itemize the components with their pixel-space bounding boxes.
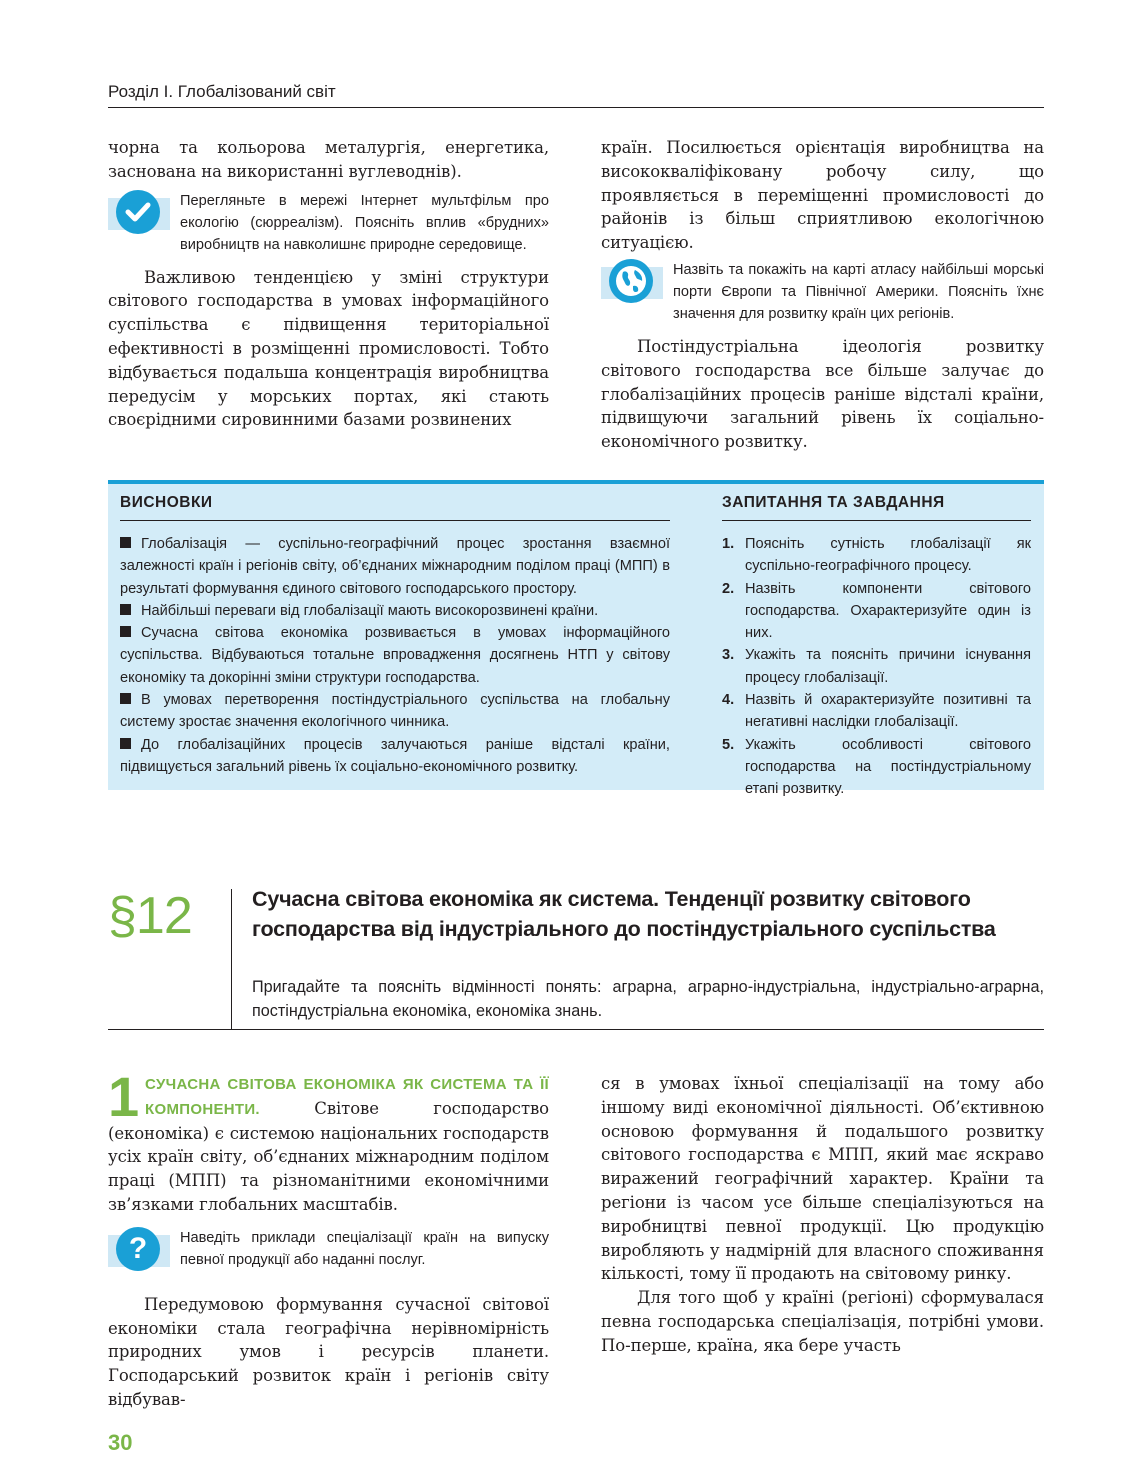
paragraph-recall-task: Пригадайте та поясніть відмінності понять: аграрна, аграрно-індустріальна, індустріально-аграрна, постіндустріальна економіка, економіка знань. bbox=[252, 978, 1044, 1020]
section-heading: СУЧАСНА СВІТОВА ЕКОНОМІКА ЯК СИСТЕМА ТА ЇЇ КОМПОНЕНТИ. bbox=[145, 1076, 549, 1118]
note-icon-container bbox=[108, 190, 178, 242]
top-right-paragraph-1: країн. Посилюється орієнтація виробництва на висококваліфіковану робочу силу, що проявляється в переміщенні промисловості до районів із більш сприятливою екологічною ситуацією. bbox=[601, 138, 1044, 253]
conclusions-rule bbox=[120, 520, 670, 521]
note-specialization-text: Наведіть приклади спеціалізації країн на випуску певної продукції або наданні послуг. bbox=[180, 1229, 549, 1268]
section1-right-column bbox=[601, 1072, 1044, 1358]
top-right-column bbox=[601, 136, 1044, 454]
note-icon-container bbox=[601, 259, 671, 311]
question-item: 1. Поясніть сутність глобалізації як суспільно-географічного процесу. bbox=[722, 536, 1031, 575]
section1-right-paragraph-2: Для того щоб у країні (регіоні) сформувалася певна господарська спеціалізація, потрібні умови. По-перше, країна, яка бере участь bbox=[601, 1288, 1044, 1355]
bullet-square-icon bbox=[120, 738, 131, 749]
bullet-square-icon bbox=[120, 693, 131, 704]
note-ports bbox=[601, 259, 1044, 325]
section1-lead-paragraph: 1 СУЧАСНА СВІТОВА ЕКОНОМІКА ЯК СИСТЕМА ТА ЇЇ КОМПОНЕНТИ. Світове господарство (економіка) є системою національних господарств усіх країн світу, об’єднаних міжнародним поділом праці (МПП) та різноманітними економічними зв’язками глобальних масштабів. bbox=[108, 1065, 549, 1214]
bullet-square-icon bbox=[120, 626, 131, 637]
section1-left-column bbox=[108, 1065, 549, 1412]
globe-icon bbox=[609, 259, 653, 303]
note-icon-container bbox=[108, 1227, 178, 1279]
paragraph-divider bbox=[231, 889, 232, 1029]
paragraph-rule bbox=[108, 1029, 1044, 1030]
questions-list bbox=[722, 533, 1031, 801]
top-left-paragraph-1: чорна та кольорова металургія, енергетика, заснована на використанні вуглеводнів). bbox=[108, 138, 549, 181]
bullet-square-icon bbox=[120, 604, 131, 615]
header-rule bbox=[108, 107, 1044, 108]
chapter-header: Розділ І. Глобалізований світ bbox=[108, 82, 336, 101]
note-video bbox=[108, 190, 549, 256]
top-left-column bbox=[108, 136, 549, 432]
section-number: 1 bbox=[108, 1065, 140, 1128]
questions-rule bbox=[722, 520, 1031, 521]
question-item: 2. Назвіть компоненти світового господарства. Охарактеризуйте один із них. bbox=[722, 580, 1031, 642]
section1-right-paragraph-1: ся в умовах їхньої спеціалізації на тому або іншому виді економічної діяльності. Об’єктивною основою формування й подальшого розвитку світового господарства є МПП, який має яскраво виражений географічний характер. Країни та регіони із часом усе більше спеціалізуються на виробництві певної продукції. Цю продукцію виробляють у надмірній для власного споживання кількості, тому її продають на світовому ринку. bbox=[601, 1074, 1044, 1284]
paragraph-title: Сучасна світова економіка як система. Тенденції розвитку світового господарства від індустріального до постіндустріального суспільства bbox=[252, 887, 996, 941]
note-video-text: Перегляньте в мережі Інтернет мультфільм про екологію (сюрреалізм). Поясніть вплив «брудних» виробництв на навколишнє природне середовище. bbox=[180, 192, 549, 253]
note-specialization bbox=[108, 1227, 549, 1279]
conclusion-item: В умовах перетворення постіндустріального суспільства на глобальну систему зростає значення екологічного чинника. bbox=[120, 692, 670, 731]
conclusion-item: До глобалізаційних процесів залучаються раніше відсталі країни, підвищується загальний рівень їх соціально-економічного розвитку. bbox=[120, 736, 670, 775]
conclusion-item: Сучасна світова економіка розвивається в умовах інформаційного суспільства. Відбуваються тотальне впровадження досягнень НТП у світову економіку та докорінні зміни структури господарства. bbox=[120, 625, 670, 686]
note-ports-text: Назвіть та покажіть на карті атласу найбільші морські порти Європи та Північної Америки. Поясніть їхнє значення для розвитку країн цих регіонів. bbox=[673, 261, 1044, 322]
bullet-square-icon bbox=[120, 537, 131, 548]
question-item: 4. Назвіть й охарактеризуйте позитивні та негативні наслідки глобалізації. bbox=[722, 692, 1031, 731]
questions-heading: ЗАПИТАННЯ ТА ЗАВДАННЯ bbox=[722, 494, 945, 511]
checkmark-icon bbox=[116, 190, 160, 234]
conclusions-section bbox=[120, 494, 670, 778]
question-item: 3. Укажіть та поясніть причини існування процесу глобалізації. bbox=[722, 647, 1031, 686]
top-right-paragraph-2: Постіндустріальна ідеологія розвитку світового господарства все більше залучає до глобалізаційних процесів раніше відсталі країни, підвищуючи загальний рівень їх соціально-економічного розвитку. bbox=[601, 336, 1044, 452]
top-left-paragraph-2: Важливою тенденцією у зміні структури світового господарства в умовах інформаційного суспільства є підвищення територіальної ефективності в розміщенні промисловості. Тобто відбувається подальша концентрація виробництва передусім у морських портах, які стають своєрідними сировинними базами розвинених bbox=[108, 267, 549, 430]
page-number: 30 bbox=[108, 1430, 133, 1455]
section1-left-paragraph-2: Передумовою формування сучасної світової економіки стала географічна нерівномірність природних умов і ресурсів планети. Господарський розвиток країн і регіонів світу відбував- bbox=[108, 1294, 549, 1409]
question-mark-icon: ? bbox=[116, 1227, 160, 1271]
conclusion-item: Глобалізація — суспільно-географічний процес зростання взаємної залежності країн і регіонів світу, об’єднаних міжнародним поділом праці (МПП) в результаті формування єдиного світового господарського простору. bbox=[120, 536, 670, 597]
conclusion-item: Найбільші переваги від глобалізації мають високорозвинені країни. bbox=[120, 600, 670, 622]
paragraph-number: §12 bbox=[108, 887, 192, 945]
summary-box bbox=[108, 480, 1044, 798]
questions-section bbox=[722, 494, 1031, 801]
question-item: 5. Укажіть особливості світового господарства на постіндустріальному етапі розвитку. bbox=[722, 736, 1031, 798]
conclusions-heading: ВИСНОВКИ bbox=[120, 494, 213, 511]
